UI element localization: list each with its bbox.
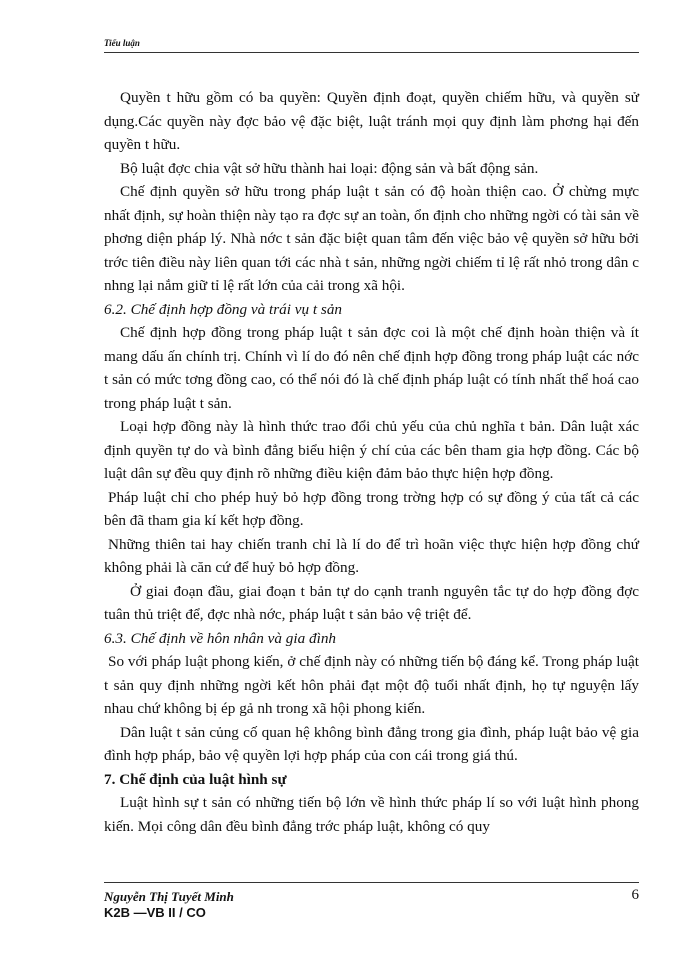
paragraph: Những thiên tai hay chiến tranh chỉ là lí do để trì hoãn việc thực hiện hợp đồng chứ không phải là căn cứ để huỷ bỏ hợp đồng.: [104, 535, 639, 576]
page-number: 6: [631, 887, 639, 903]
section-heading-7: 7. Chế định của luật hình sự: [104, 770, 287, 788]
page-header: [104, 38, 639, 53]
paragraph: Chế định hợp đồng trong pháp luật t sản đợc coi là một chế định hoàn thiện và ít mang dấu ấn chính trị. Chính vì lí do đó nên chế định hợp đồng trong pháp luật các nớc t sản có mức tơng đồng cao, có thể nói đó là chế định pháp luật có tính nhất thể hoá cao trong pháp luật t sản.: [104, 324, 639, 412]
footer-author: Nguyễn Thị Tuyết Minh: [104, 889, 234, 904]
page-footer: [104, 882, 639, 923]
section-heading-6-2: 6.2. Chế định hợp đồng và trái vụ t sản: [104, 300, 343, 318]
footer-code: K2B —VB II / CO: [104, 905, 206, 920]
paragraph: Bộ luật đợc chia vật sở hữu thành hai loại: động sản và bất động sản.: [120, 159, 539, 177]
paragraph: Pháp luật chỉ cho phép huỷ bỏ hợp đồng trong trờng hợp có sự đồng ý của tất cả các bên đã tham gia kí kết hợp đồng.: [104, 488, 639, 529]
header-label: Tiểu luận: [104, 38, 140, 48]
paragraph: So với pháp luật phong kiến, ở chế định này có những tiến bộ đáng kể. Trong pháp luật t sản quy định những ngời kết hôn phải đạt một độ tuổi nhất định, họ tự nguyện lấy nhau chứ không bị ép gả nh trong xã hội phong kiến.: [104, 653, 639, 717]
paragraph: Quyền t hữu gồm có ba quyền: Quyền định đoạt, quyền chiếm hữu, và quyền sử dụng.Các quyền này đợc bảo vệ đặc biệt, luật tránh mọi quy định làm phơng hại đến quyền t hữu.: [104, 89, 639, 153]
document-body: [104, 86, 639, 838]
paragraph: Loại hợp đồng này là hình thức trao đổi chủ yếu của chủ nghĩa t bản. Dân luật xác định quyền tự do và bình đẳng biểu hiện ý chí của các bên tham gia hợp đồng. Các bộ luật dân sự đều quy định rõ những điều kiện đảm bảo thực hiện hợp đồng.: [104, 418, 639, 482]
paragraph: Chế định quyền sở hữu trong pháp luật t sản có độ hoàn thiện cao. Ở chừng mực nhất định, sự hoàn thiện này tạo ra đợc sự an toàn, ổn định cho những ngời có tài sản về phơng diện pháp lý. Nhà nớc t sản đặc biệt quan tâm đến việc bảo vệ quyền sở hữu bởi trớc tiên điều này liên quan tới các nhà t sản, những ngời chiếm tỉ lệ rất nhỏ trong dân c nhng lại nắm giữ tỉ lệ rất lớn của cải trong xã hội.: [104, 183, 639, 294]
paragraph: Ở giai đoạn đầu, giai đoạn t bản tự do cạnh tranh nguyên tắc tự do hợp đồng đợc tuân thủ triệt để, đợc nhà nớc, pháp luật t sản bảo vệ triệt để.: [104, 582, 639, 623]
paragraph: Dân luật t sản củng cố quan hệ không bình đẳng trong gia đình, pháp luật bảo vệ gia đình hợp pháp, bảo vệ quyền lợi hợp pháp của con cái trong giá thú.: [104, 723, 639, 764]
section-heading-6-3: 6.3. Chế định về hôn nhân và gia đình: [104, 629, 337, 647]
paragraph: Luật hình sự t sản có những tiến bộ lớn về hình thức pháp lí so với luật hình phong kiến. Mọi công dân đều bình đẳng trớc pháp luật, không có quy: [104, 794, 639, 835]
